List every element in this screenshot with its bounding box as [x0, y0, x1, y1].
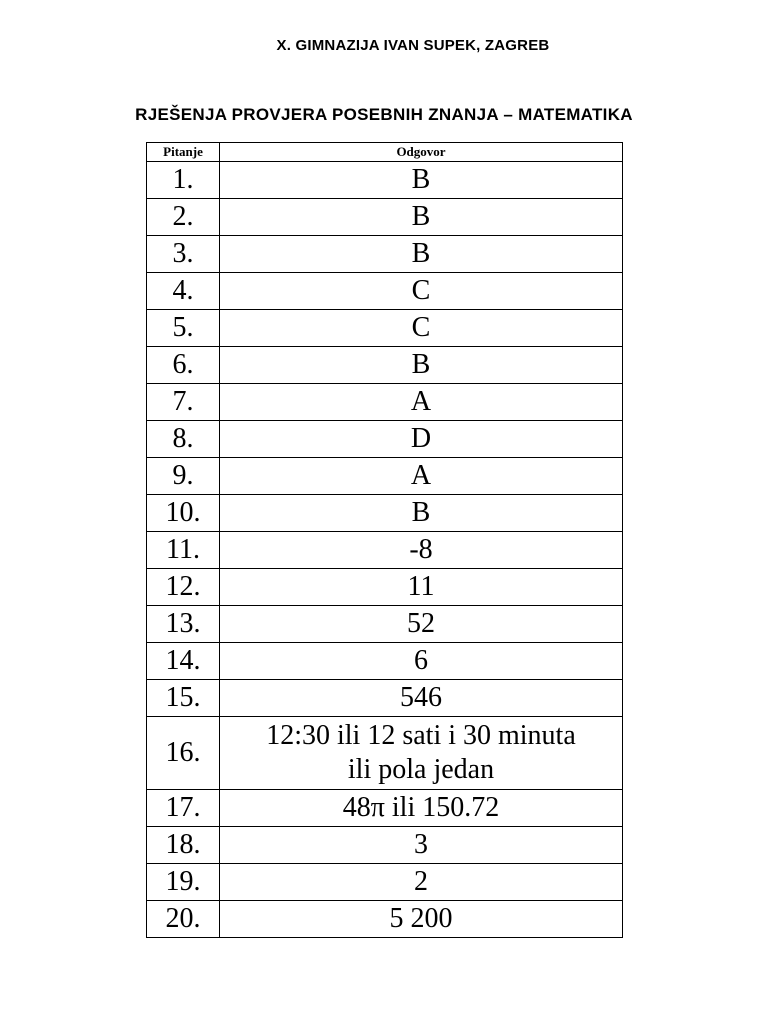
- answer-cell: B: [220, 236, 623, 273]
- table-row: [147, 532, 623, 569]
- table-row: [147, 384, 623, 421]
- question-number: 17.: [147, 790, 220, 827]
- table-row: [147, 717, 623, 790]
- question-number: 19.: [147, 864, 220, 901]
- question-number: 8.: [147, 421, 220, 458]
- school-name: X. GIMNAZIJA IVAN SUPEK, ZAGREB: [276, 37, 550, 54]
- table-row: [147, 790, 623, 827]
- answer-cell: B: [220, 199, 623, 236]
- table-row: [147, 680, 623, 717]
- question-number: 10.: [147, 495, 220, 532]
- document-title: RJEŠENJA PROVJERA POSEBNIH ZNANJA – MATEMATIKA: [135, 105, 633, 124]
- question-number: 4.: [147, 273, 220, 310]
- answer-cell: 546: [220, 680, 623, 717]
- table-row: [147, 199, 623, 236]
- answer-cell: 5 200: [220, 901, 623, 938]
- question-number: 16.: [147, 717, 220, 790]
- question-number: 13.: [147, 606, 220, 643]
- question-number: 1.: [147, 162, 220, 199]
- table-row: [147, 162, 623, 199]
- answer-cell: C: [220, 273, 623, 310]
- answer-cell: 11: [220, 569, 623, 606]
- table-row: [147, 495, 623, 532]
- answer-cell: 52: [220, 606, 623, 643]
- answer-line: 12:30 ili 12 sati i 30 minuta: [266, 720, 576, 751]
- table-header-row: [147, 143, 623, 162]
- question-number: 2.: [147, 199, 220, 236]
- answer-cell: B: [220, 495, 623, 532]
- question-number: 12.: [147, 569, 220, 606]
- answer-cell: C: [220, 310, 623, 347]
- question-number: 11.: [147, 532, 220, 569]
- table-row: [147, 458, 623, 495]
- table-row: [147, 569, 623, 606]
- column-header-question: Pitanje: [147, 143, 220, 162]
- question-number: 5.: [147, 310, 220, 347]
- answer-cell: 3: [220, 827, 623, 864]
- question-number: 14.: [147, 643, 220, 680]
- question-number: 9.: [147, 458, 220, 495]
- table-row: [147, 347, 623, 384]
- column-header-answer: Odgovor: [220, 143, 623, 162]
- table-row: [147, 864, 623, 901]
- table-row: [147, 606, 623, 643]
- table-row: [147, 643, 623, 680]
- table-row: [147, 827, 623, 864]
- table-row: [147, 273, 623, 310]
- question-number: 7.: [147, 384, 220, 421]
- question-number: 15.: [147, 680, 220, 717]
- answer-cell: 6: [220, 643, 623, 680]
- answer-cell: 48π ili 150.72: [220, 790, 623, 827]
- answer-cell: B: [220, 347, 623, 384]
- table-row: [147, 421, 623, 458]
- answers-table: [146, 142, 623, 938]
- table-row: [147, 901, 623, 938]
- table-row: [147, 310, 623, 347]
- answer-cell: 2: [220, 864, 623, 901]
- answer-cell: A: [220, 458, 623, 495]
- question-number: 20.: [147, 901, 220, 938]
- question-number: 6.: [147, 347, 220, 384]
- answer-cell: [220, 717, 623, 790]
- question-number: 3.: [147, 236, 220, 273]
- answer-cell: D: [220, 421, 623, 458]
- answer-cell: -8: [220, 532, 623, 569]
- answer-cell: B: [220, 162, 623, 199]
- answer-line: ili pola jedan: [347, 754, 495, 785]
- table-row: [147, 236, 623, 273]
- question-number: 18.: [147, 827, 220, 864]
- answer-cell: A: [220, 384, 623, 421]
